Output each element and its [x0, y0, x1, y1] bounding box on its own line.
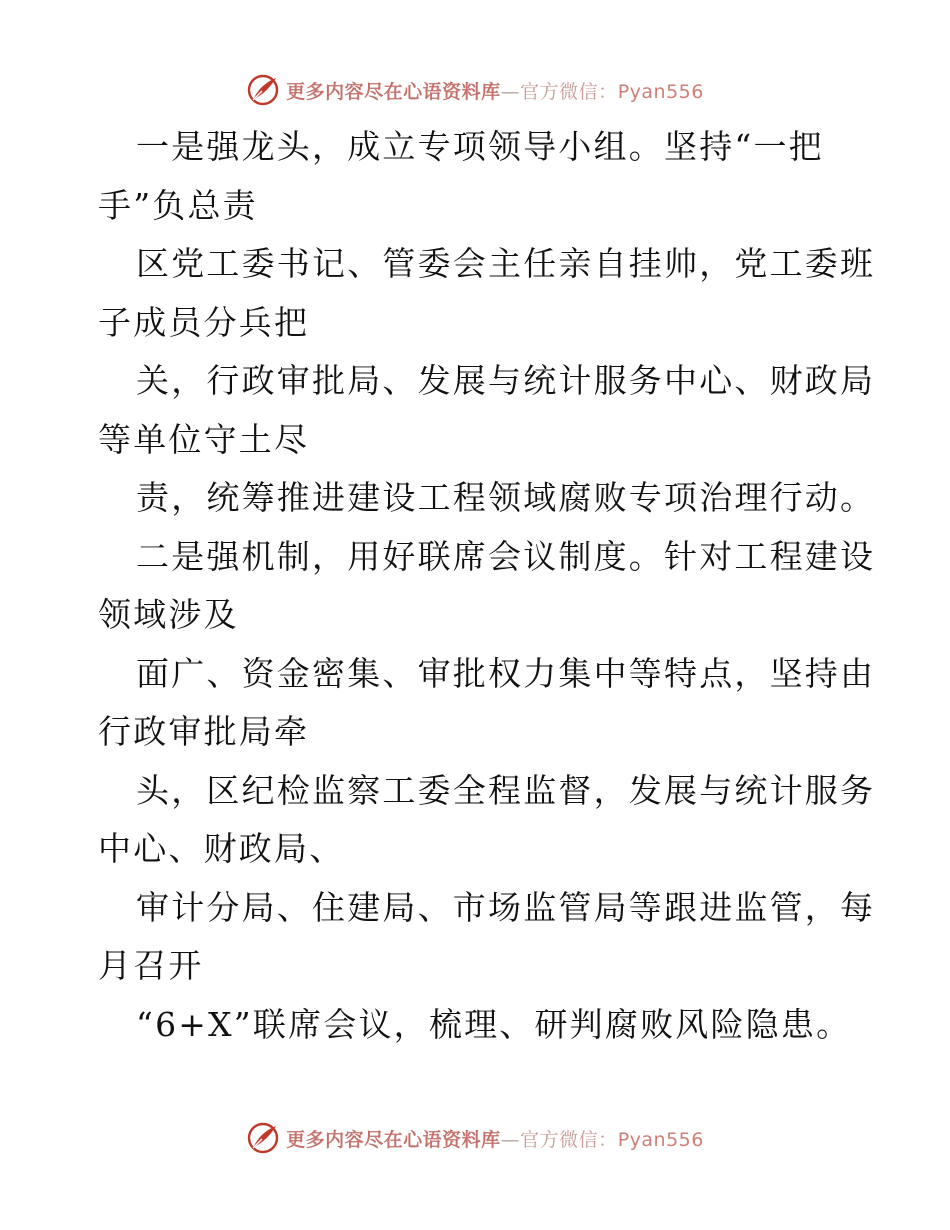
document-body — [98, 118, 876, 1054]
watermark-separator: — — [500, 80, 521, 103]
watermark-text — [286, 77, 704, 104]
text-line: 等单位守土尽 — [98, 419, 310, 459]
text-line: 面广、资金密集、审批权力集中等特点，坚持由 — [136, 653, 876, 693]
watermark-main-text: 更多内容尽在心语资料库 — [286, 80, 501, 103]
watermark-contact-id: Pyan556 — [617, 1128, 704, 1151]
watermark-header — [0, 70, 950, 110]
text-line: 行政审批局牵 — [98, 712, 310, 751]
text-line: 关，行政审批局、发展与统计服务中心、财政局 — [136, 361, 876, 400]
watermark-contact-label: 官方微信： — [520, 1128, 618, 1151]
text-line: 区党工委书记、管委会主任亲自挂帅，党工委班 — [136, 244, 876, 283]
watermark-footer — [0, 1118, 950, 1158]
text-line: 子成员分兵把 — [98, 302, 310, 342]
text-line: 一是强龙头，成立专项领导小组。坚持“一把 — [136, 127, 824, 166]
watermark-contact-id: Pyan556 — [617, 80, 704, 103]
text-line: 中心、财政局、 — [98, 829, 345, 868]
text-line: 领域涉及 — [98, 595, 239, 634]
quill-pen-logo-icon — [246, 1121, 280, 1155]
text-line: 责，统筹推进建设工程领域腐败专项治理行动。 — [136, 478, 876, 517]
watermark-text — [286, 1125, 704, 1152]
quill-pen-logo-icon — [246, 73, 280, 107]
watermark-separator: — — [500, 1128, 521, 1151]
text-line: 审计分局、住建局、市场监管局等跟进监管，每 — [136, 887, 876, 927]
text-line: “6+X”联席会议，梳理、研判腐败风险隐患。 — [136, 1004, 852, 1044]
text-line: 月召开 — [98, 946, 204, 985]
watermark-contact-label: 官方微信： — [520, 80, 618, 103]
text-line: 手”负总责 — [98, 185, 258, 225]
watermark-main-text: 更多内容尽在心语资料库 — [286, 1128, 501, 1151]
text-line: 头，区纪检监察工委全程监督，发展与统计服务 — [136, 770, 876, 810]
text-line: 二是强机制，用好联席会议制度。针对工程建设 — [136, 536, 876, 576]
